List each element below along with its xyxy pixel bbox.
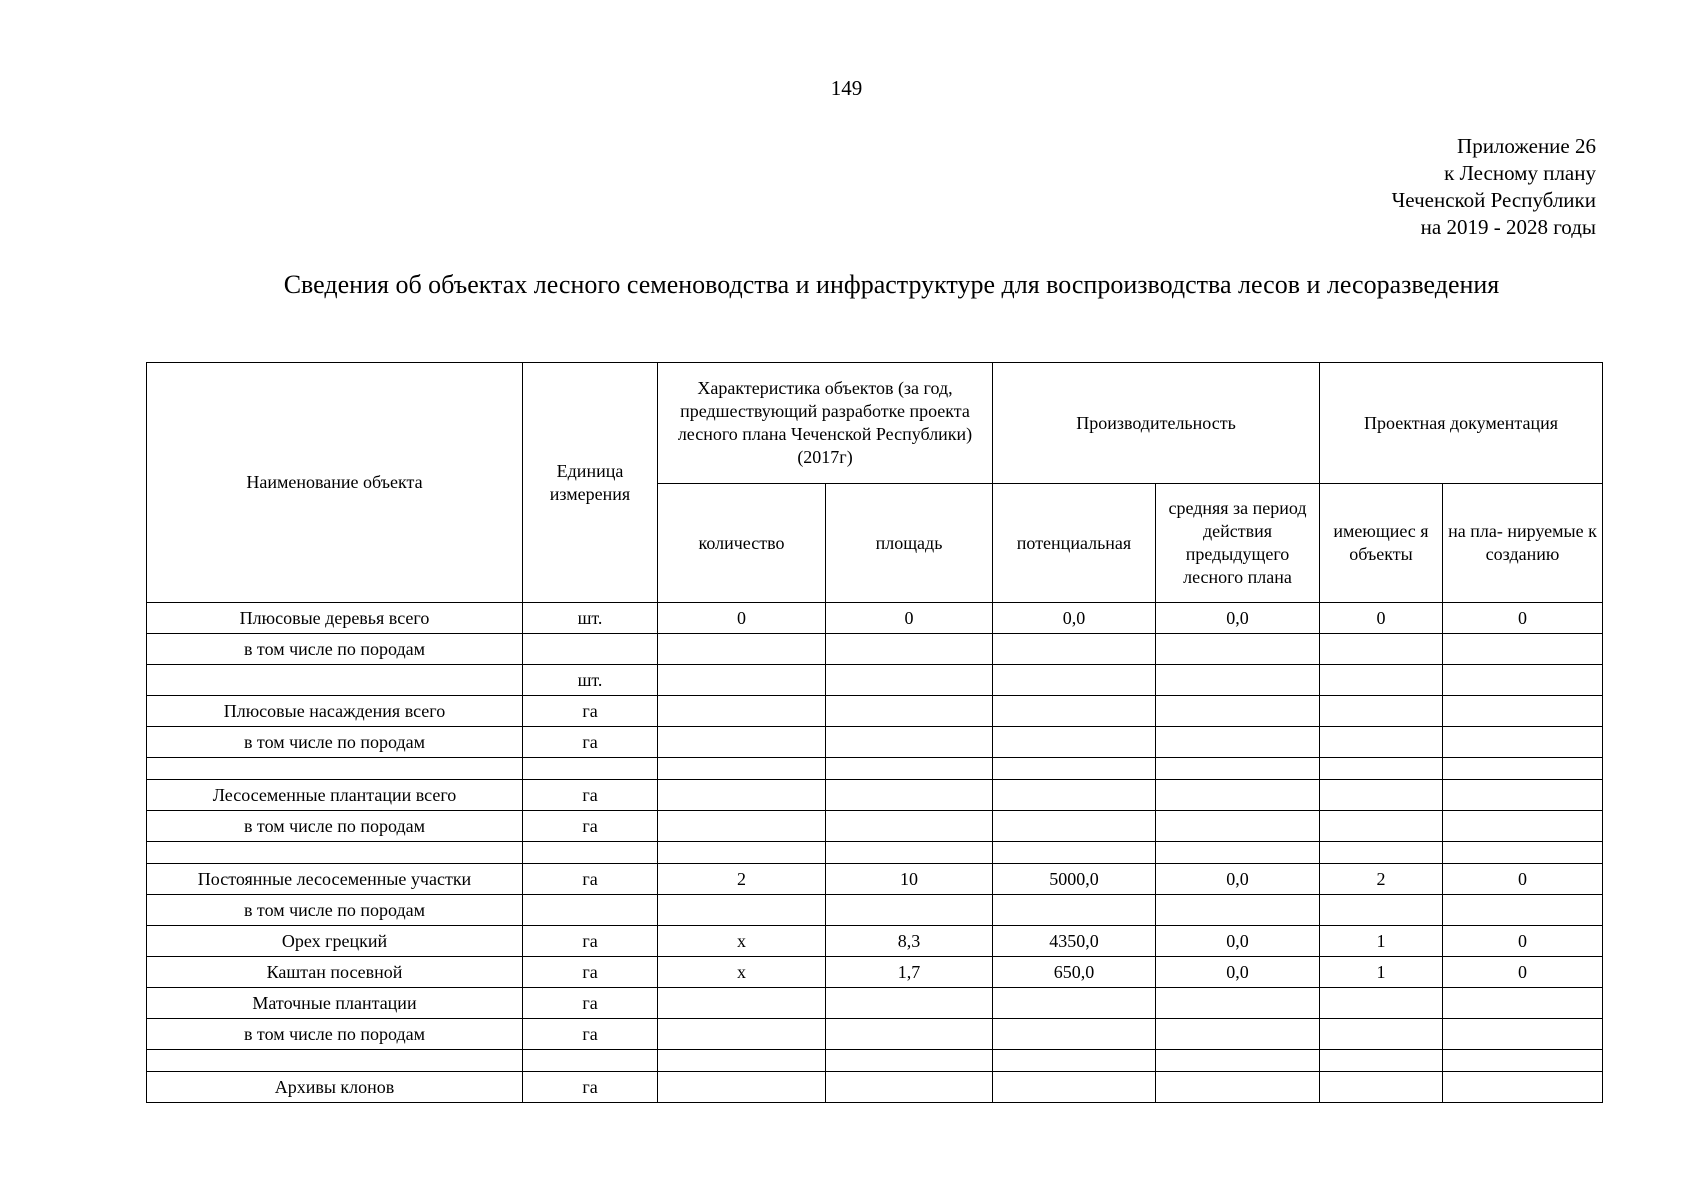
cell-potential <box>993 727 1156 758</box>
cell-name: в том числе по породам <box>147 634 523 665</box>
cell-planned <box>1443 696 1603 727</box>
cell-area <box>826 811 993 842</box>
table-row <box>147 758 1603 780</box>
table-row <box>147 665 1603 696</box>
cell-name: Лесосеменные плантации всего <box>147 780 523 811</box>
table-row <box>147 634 1603 665</box>
seed-objects-table <box>146 362 1603 1103</box>
cell-name <box>147 842 523 864</box>
header-area: площадь <box>826 484 993 603</box>
table-row <box>147 895 1603 926</box>
cell-name: Маточные плантации <box>147 988 523 1019</box>
cell-planned <box>1443 1019 1603 1050</box>
cell-potential <box>993 842 1156 864</box>
cell-name: в том числе по породам <box>147 895 523 926</box>
cell-average <box>1156 1019 1320 1050</box>
cell-name: в том числе по породам <box>147 1019 523 1050</box>
cell-unit: га <box>523 780 658 811</box>
cell-average <box>1156 758 1320 780</box>
cell-quantity <box>658 842 826 864</box>
cell-planned <box>1443 634 1603 665</box>
table-row <box>147 780 1603 811</box>
cell-name <box>147 665 523 696</box>
cell-area <box>826 758 993 780</box>
header-characteristics: Характеристика объектов (за год, предшествующий разработке проекта лесного плана Чеченской Республики) (2017г) <box>658 363 993 484</box>
appendix-line-1: Приложение 26 <box>1457 134 1596 158</box>
cell-name: Постоянные лесосеменные участки <box>147 864 523 895</box>
cell-quantity <box>658 780 826 811</box>
cell-quantity <box>658 1019 826 1050</box>
cell-potential <box>993 665 1156 696</box>
cell-existing <box>1320 696 1443 727</box>
cell-potential: 5000,0 <box>993 864 1156 895</box>
header-project-docs: Проектная документация <box>1320 363 1603 484</box>
appendix-line-3: Чеченской Республики <box>1391 188 1596 212</box>
cell-potential: 650,0 <box>993 957 1156 988</box>
cell-planned: 0 <box>1443 957 1603 988</box>
appendix-block <box>1392 133 1596 241</box>
cell-potential <box>993 1019 1156 1050</box>
cell-planned <box>1443 842 1603 864</box>
cell-area <box>826 1072 993 1103</box>
cell-name: Плюсовые деревья всего <box>147 603 523 634</box>
cell-planned <box>1443 758 1603 780</box>
cell-quantity <box>658 811 826 842</box>
cell-potential: 0,0 <box>993 603 1156 634</box>
cell-name: в том числе по породам <box>147 727 523 758</box>
cell-existing <box>1320 811 1443 842</box>
cell-quantity: х <box>658 926 826 957</box>
cell-quantity <box>658 696 826 727</box>
cell-area <box>826 665 993 696</box>
cell-potential <box>993 1072 1156 1103</box>
cell-average <box>1156 696 1320 727</box>
table-row <box>147 603 1603 634</box>
cell-name <box>147 758 523 780</box>
cell-existing <box>1320 780 1443 811</box>
cell-quantity: 0 <box>658 603 826 634</box>
cell-existing <box>1320 758 1443 780</box>
cell-name: Каштан посевной <box>147 957 523 988</box>
cell-existing <box>1320 1019 1443 1050</box>
cell-planned: 0 <box>1443 926 1603 957</box>
cell-planned <box>1443 811 1603 842</box>
cell-existing <box>1320 842 1443 864</box>
header-existing: имеющиес я объекты <box>1320 484 1443 603</box>
cell-quantity <box>658 1072 826 1103</box>
cell-area <box>826 1050 993 1072</box>
cell-planned <box>1443 1072 1603 1103</box>
cell-unit: га <box>523 864 658 895</box>
document-title: Сведения об объектах лесного семеноводства и инфраструктуре для воспроизводства лесов и лесоразведения <box>283 270 1500 299</box>
cell-unit: га <box>523 1019 658 1050</box>
cell-existing <box>1320 634 1443 665</box>
cell-name: Архивы клонов <box>147 1072 523 1103</box>
table-row <box>147 957 1603 988</box>
appendix-line-2: к Лесному плану <box>1444 161 1596 185</box>
table-row <box>147 1072 1603 1103</box>
cell-name <box>147 1050 523 1072</box>
cell-area <box>826 1019 993 1050</box>
cell-existing <box>1320 988 1443 1019</box>
cell-planned <box>1443 988 1603 1019</box>
table-row <box>147 696 1603 727</box>
cell-unit <box>523 842 658 864</box>
cell-area <box>826 634 993 665</box>
cell-existing: 0 <box>1320 603 1443 634</box>
table-body <box>147 603 1603 1103</box>
cell-average: 0,0 <box>1156 864 1320 895</box>
cell-area <box>826 780 993 811</box>
cell-area <box>826 895 993 926</box>
appendix-line-4: на 2019 - 2028 годы <box>1420 215 1596 239</box>
header-average: средняя за период действия предыдущего лесного плана <box>1156 484 1320 603</box>
cell-planned <box>1443 665 1603 696</box>
header-productivity: Производительность <box>993 363 1320 484</box>
cell-unit: га <box>523 1072 658 1103</box>
cell-existing <box>1320 895 1443 926</box>
cell-name: Плюсовые насаждения всего <box>147 696 523 727</box>
cell-potential <box>993 811 1156 842</box>
cell-average <box>1156 842 1320 864</box>
table-row <box>147 1019 1603 1050</box>
table-row <box>147 988 1603 1019</box>
cell-quantity <box>658 758 826 780</box>
cell-quantity: 2 <box>658 864 826 895</box>
header-planned: на пла- нируемые к созданию <box>1443 484 1603 603</box>
cell-average <box>1156 727 1320 758</box>
cell-unit: шт. <box>523 603 658 634</box>
cell-average <box>1156 780 1320 811</box>
cell-unit: га <box>523 926 658 957</box>
cell-unit <box>523 1050 658 1072</box>
cell-existing: 1 <box>1320 957 1443 988</box>
cell-existing: 2 <box>1320 864 1443 895</box>
cell-area: 0 <box>826 603 993 634</box>
page-number: 149 <box>830 76 863 100</box>
cell-existing <box>1320 1072 1443 1103</box>
cell-quantity <box>658 895 826 926</box>
cell-area <box>826 842 993 864</box>
table-row <box>147 1050 1603 1072</box>
table-row <box>147 727 1603 758</box>
cell-planned: 0 <box>1443 864 1603 895</box>
header-potential: потенциальная <box>993 484 1156 603</box>
cell-quantity <box>658 634 826 665</box>
cell-planned: 0 <box>1443 603 1603 634</box>
cell-quantity <box>658 988 826 1019</box>
cell-quantity: х <box>658 957 826 988</box>
cell-average: 0,0 <box>1156 603 1320 634</box>
cell-average <box>1156 1072 1320 1103</box>
cell-area <box>826 727 993 758</box>
cell-existing <box>1320 727 1443 758</box>
cell-existing: 1 <box>1320 926 1443 957</box>
cell-average <box>1156 988 1320 1019</box>
cell-unit: га <box>523 811 658 842</box>
cell-area <box>826 696 993 727</box>
cell-unit: га <box>523 696 658 727</box>
cell-average: 0,0 <box>1156 957 1320 988</box>
cell-average <box>1156 665 1320 696</box>
cell-area: 10 <box>826 864 993 895</box>
cell-unit <box>523 634 658 665</box>
cell-quantity <box>658 665 826 696</box>
table-row <box>147 864 1603 895</box>
cell-unit: шт. <box>523 665 658 696</box>
cell-unit: га <box>523 988 658 1019</box>
cell-potential <box>993 780 1156 811</box>
cell-planned <box>1443 1050 1603 1072</box>
cell-planned <box>1443 895 1603 926</box>
cell-average <box>1156 1050 1320 1072</box>
cell-potential <box>993 634 1156 665</box>
cell-average <box>1156 895 1320 926</box>
header-name: Наименование объекта <box>147 363 523 603</box>
cell-quantity <box>658 1050 826 1072</box>
cell-potential <box>993 895 1156 926</box>
cell-unit <box>523 895 658 926</box>
table-row <box>147 926 1603 957</box>
cell-name: Орех грецкий <box>147 926 523 957</box>
table-row <box>147 842 1603 864</box>
cell-quantity <box>658 727 826 758</box>
cell-unit <box>523 758 658 780</box>
header-unit: Единица измерения <box>523 363 658 603</box>
cell-potential <box>993 1050 1156 1072</box>
cell-potential <box>993 988 1156 1019</box>
cell-average <box>1156 811 1320 842</box>
cell-planned <box>1443 780 1603 811</box>
cell-potential <box>993 758 1156 780</box>
cell-average <box>1156 634 1320 665</box>
header-quantity: количество <box>658 484 826 603</box>
cell-area: 8,3 <box>826 926 993 957</box>
cell-planned <box>1443 727 1603 758</box>
cell-existing <box>1320 665 1443 696</box>
cell-unit: га <box>523 957 658 988</box>
cell-existing <box>1320 1050 1443 1072</box>
cell-unit: га <box>523 727 658 758</box>
cell-average: 0,0 <box>1156 926 1320 957</box>
table-row <box>147 811 1603 842</box>
cell-potential <box>993 696 1156 727</box>
cell-potential: 4350,0 <box>993 926 1156 957</box>
cell-area: 1,7 <box>826 957 993 988</box>
cell-name: в том числе по породам <box>147 811 523 842</box>
cell-area <box>826 988 993 1019</box>
